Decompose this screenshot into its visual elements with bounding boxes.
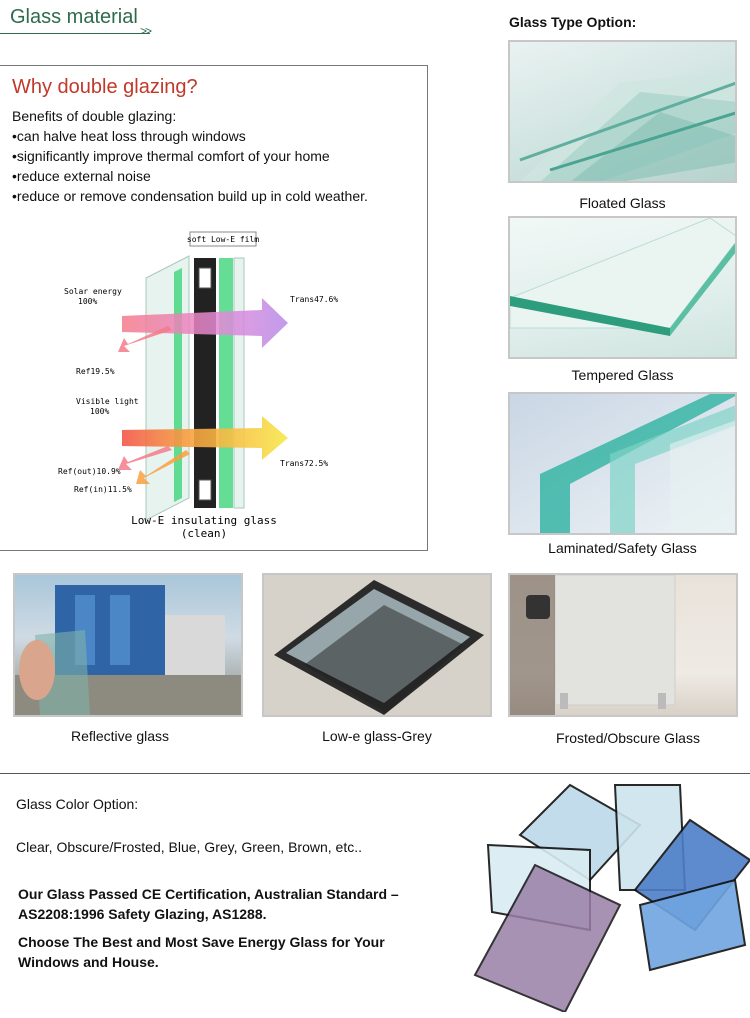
trans-visible-label: Trans72.5% <box>280 459 329 468</box>
list-item: • significantly improve thermal comfort of your home <box>12 146 368 166</box>
tempered-glass-image <box>508 216 737 359</box>
diagram-caption: Low-E insulating glass <box>131 514 277 527</box>
choose-text: Choose The Best and Most Save Energy Glass for Your Windows and House. <box>18 934 385 970</box>
floated-glass-image <box>508 40 737 183</box>
lowe-grey-glass-caption: Low-e glass-Grey <box>322 728 432 744</box>
ref-in-label: Ref(in)11.5% <box>74 485 132 494</box>
ref-solar-label: Ref19.5% <box>76 367 115 376</box>
glass-color-list: Clear, Obscure/Frosted, Blue, Grey, Green, Brown, etc.. <box>16 839 362 855</box>
list-item: • reduce external noise <box>12 166 368 186</box>
colored-glass-samples-image <box>470 780 750 1012</box>
lowe-grey-glass-image <box>262 573 492 717</box>
glass-type-title: Glass Type Option: <box>509 14 637 30</box>
list-item: • can halve heat loss through windows <box>12 126 368 146</box>
glass-color-title: Glass Color Option: <box>16 796 139 812</box>
laminated-glass-image <box>508 392 737 535</box>
section-divider <box>0 773 750 774</box>
visible-label: Visible light <box>76 397 139 406</box>
frosted-glass-image <box>508 573 738 717</box>
ref-out-label: Ref(out)10.9% <box>58 467 121 476</box>
why-title: Why double glazing? <box>12 76 198 98</box>
outer-pane-shape <box>146 256 189 520</box>
title-underline <box>0 33 150 34</box>
reflective-glass-image <box>13 573 243 717</box>
film-label: soft Low-E film <box>186 235 260 244</box>
floated-glass-caption: Floated Glass <box>579 195 666 211</box>
reflective-glass-caption: Reflective glass <box>70 728 170 744</box>
benefits-intro: Benefits of double glazing: <box>12 108 177 124</box>
tempered-glass-caption: Tempered Glass <box>571 367 674 383</box>
frosted-glass-caption: Frosted/Obscure Glass <box>556 730 700 746</box>
laminated-glass-caption: Laminated/Safety Glass <box>548 540 697 556</box>
benefits-list <box>12 126 368 206</box>
spacer-bar <box>194 258 216 508</box>
trans-solar-label: Trans47.6% <box>290 295 339 304</box>
diagram-caption-sub: (clean) <box>180 527 228 540</box>
double-chevron-icon: >> <box>140 24 151 38</box>
solar-value: 100% <box>78 297 98 306</box>
visible-value: 100% <box>90 407 110 416</box>
list-item: • reduce or remove condensation build up in cold weather. <box>12 186 368 206</box>
low-e-glass-diagram <box>54 228 368 542</box>
section-title: Glass material <box>10 6 138 28</box>
certification-text: Our Glass Passed CE Certification, Australian Standard – AS2208:1996 Safety Glazing, AS1288. <box>18 886 399 922</box>
solar-label: Solar energy <box>64 287 122 296</box>
